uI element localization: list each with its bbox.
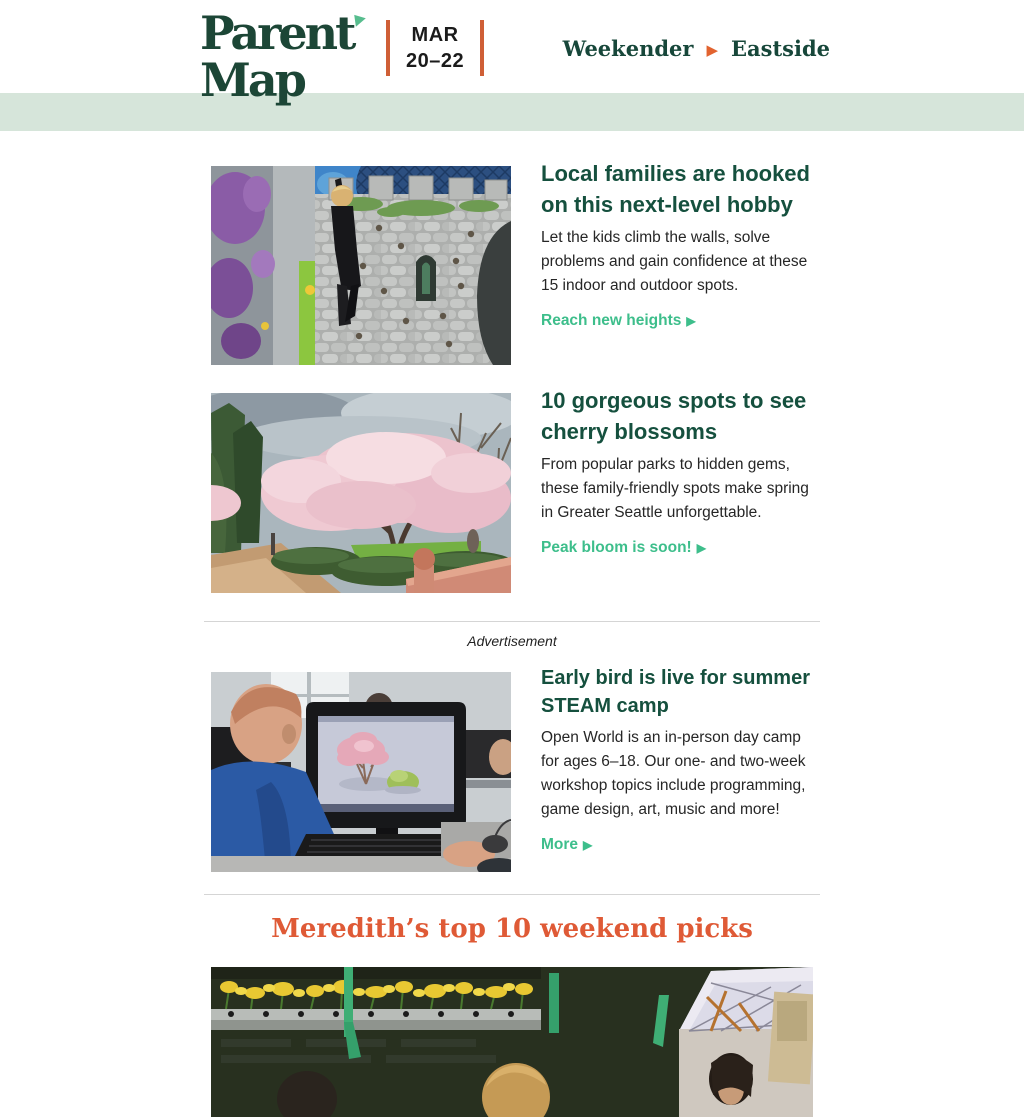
- edition-eastside: Eastside: [731, 36, 830, 61]
- article-text-climbing: [541, 158, 820, 365]
- ad-body: Open World is an in-person day camp for ages 6–18. Our one- and two-week workshop topics include programming, game design, art, music and more!: [541, 729, 806, 818]
- date-bar-left: [386, 20, 390, 76]
- link-arrow-icon: ▶: [686, 314, 696, 328]
- edition-arrow-icon: ▶: [706, 40, 719, 59]
- article-text-cherry-blossoms: [541, 385, 820, 593]
- date-badge: [386, 20, 484, 76]
- date-month: MAR: [411, 24, 459, 46]
- parentmap-logo[interactable]: [200, 6, 354, 107]
- edition-title: [563, 36, 830, 61]
- header-band: [0, 93, 1024, 131]
- article-link[interactable]: Reach new heights ▶: [541, 312, 696, 329]
- article-body: From popular parks to hidden gems, these family-friendly spots make spring in Greater Seattle unforgettable.: [541, 456, 809, 521]
- ad-image-steam-camp[interactable]: [211, 672, 511, 872]
- newsletter-body: [204, 131, 820, 1117]
- ad-link[interactable]: More ▶: [541, 836, 593, 853]
- article-title[interactable]: 10 gorgeous spots to see cherry blossoms: [541, 388, 807, 444]
- date-bar-right: [480, 20, 484, 76]
- section-divider: [204, 894, 820, 895]
- weekend-picks-image-market[interactable]: [211, 967, 813, 1117]
- ad-text-steam-camp: [541, 664, 820, 872]
- logo-line-map: Map: [200, 53, 304, 107]
- logo-line-parent: Parent: [200, 10, 353, 57]
- weekend-picks-heading: Meredith’s top 10 weekend picks: [271, 914, 753, 944]
- logo-accent-icon: [355, 13, 368, 26]
- link-arrow-icon: ▶: [583, 838, 593, 852]
- edition-weekender: Weekender: [562, 36, 694, 61]
- article-image-climbing[interactable]: [211, 166, 511, 365]
- article-card-climbing: [204, 161, 820, 365]
- ad-title[interactable]: Early bird is live for summer STEAM camp: [541, 667, 810, 717]
- article-card-cherry-blossoms: [204, 388, 820, 593]
- article-link[interactable]: Peak bloom is soon! ▶: [541, 539, 706, 556]
- article-image-cherry-blossoms[interactable]: [211, 393, 511, 593]
- date-text: [406, 22, 464, 74]
- date-range: 20–22: [406, 50, 465, 72]
- advertisement-label: Advertisement: [467, 633, 557, 649]
- article-body: Let the kids climb the walls, solve problems and gain confidence at these 15 indoor and outdoor spots.: [541, 229, 808, 294]
- ad-card-steam-camp: [204, 667, 820, 872]
- section-divider: [204, 621, 820, 622]
- link-arrow-icon: ▶: [696, 541, 706, 555]
- article-title[interactable]: Local families are hooked on this next-level hobby: [541, 161, 810, 217]
- newsletter-header: [0, 0, 1024, 131]
